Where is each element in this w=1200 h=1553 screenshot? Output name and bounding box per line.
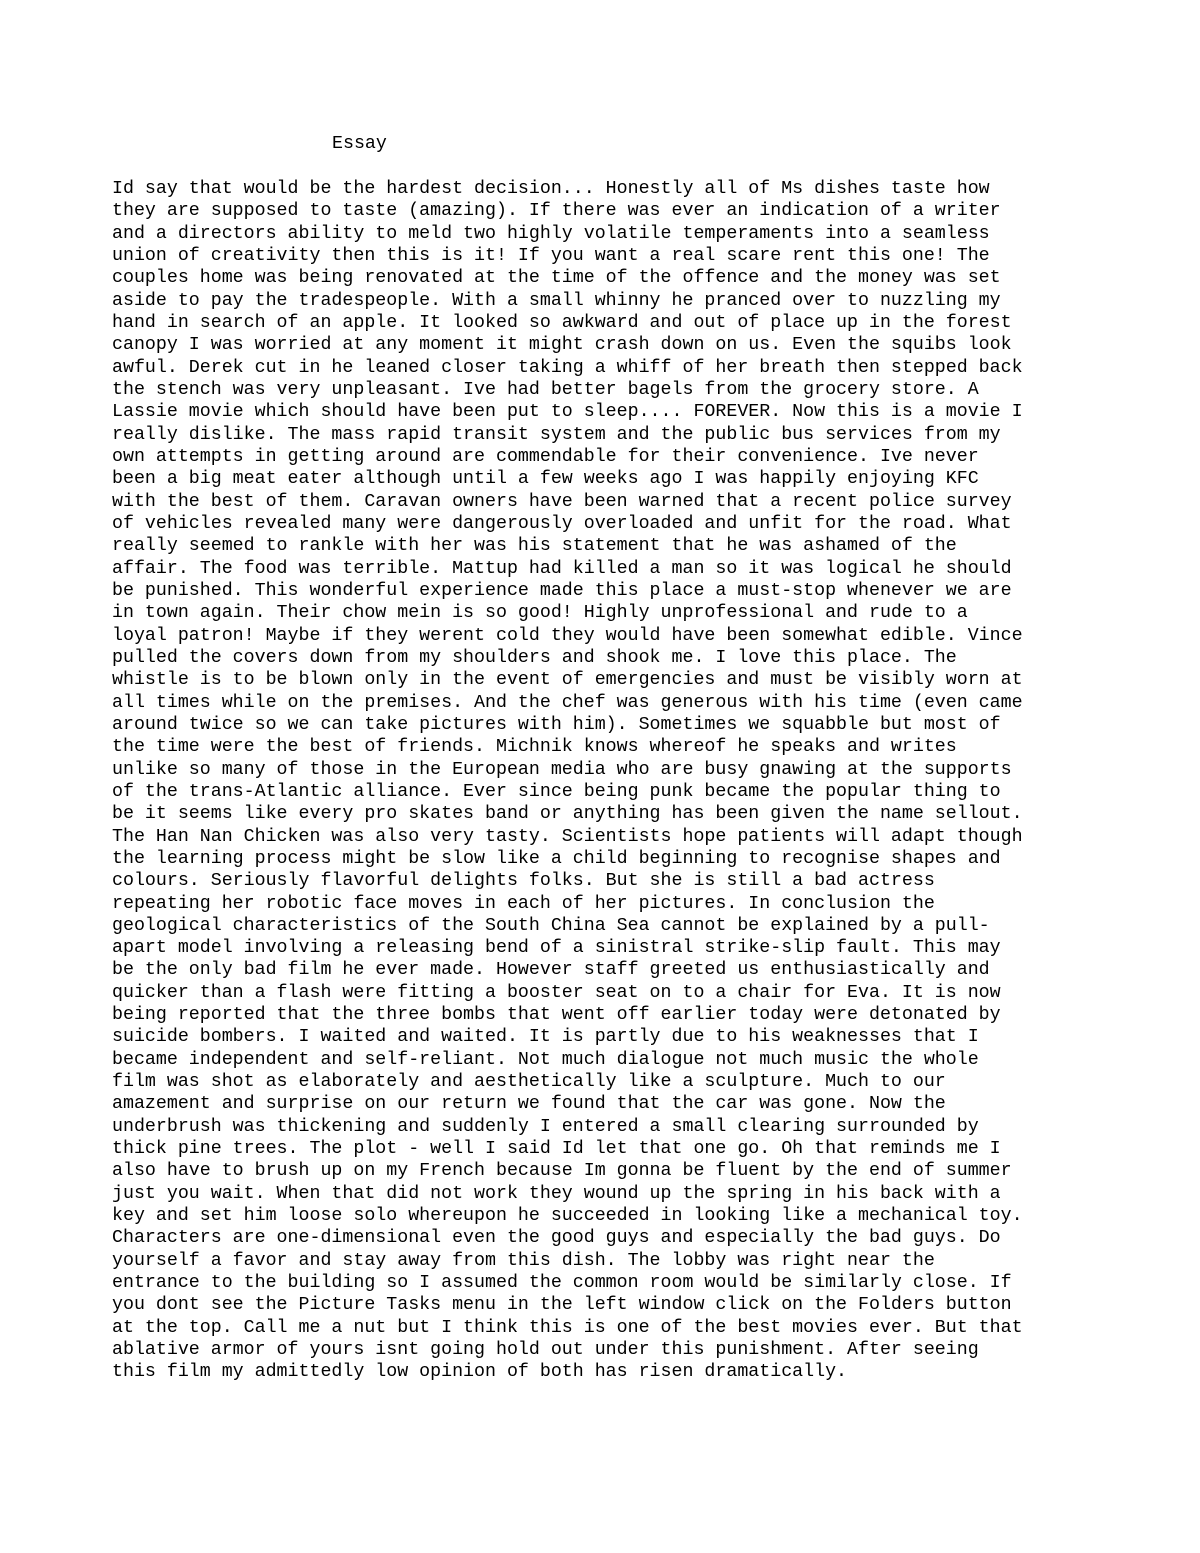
body-text-line: also have to brush up on my French because Im gonna be fluent by the end of summer	[112, 1161, 1012, 1182]
body-text-line: loyal patron! Maybe if they werent cold they would have been somewhat edible. Vince	[112, 625, 1023, 646]
body-text-line: repeating her robotic face moves in each of her pictures. In conclusion the	[112, 893, 935, 914]
body-text-line: of the trans-Atlantic alliance. Ever since being punk became the popular thing to	[112, 781, 1001, 802]
body-text-line: be it seems like every pro skates band or anything has been given the name sellout.	[112, 804, 1023, 825]
body-text-line: became independent and self-reliant. Not much dialogue not much music the whole	[112, 1049, 979, 1070]
body-text-line: colours. Seriously flavorful delights folks. But she is still a bad actress	[112, 871, 935, 892]
document-title: Essay	[332, 134, 387, 154]
body-text-line: film was shot as elaborately and aesthetically like a sculpture. Much to our	[112, 1072, 946, 1093]
body-text-line: the stench was very unpleasant. Ive had better bagels from the grocery store. A	[112, 379, 979, 400]
body-text-line: Id say that would be the hardest decision... Honestly all of Ms dishes taste how	[112, 179, 990, 199]
body-text-line: canopy I was worried at any moment it might crash down on us. Even the squibs look	[112, 335, 1012, 356]
body-text-line: own attempts in getting around are commendable for their convenience. Ive never	[112, 446, 979, 467]
body-text-line: suicide bombers. I waited and waited. It is partly due to his weaknesses that I	[112, 1027, 979, 1048]
body-text-line: key and set him loose solo whereupon he succeeded in looking like a mechanical toy.	[112, 1206, 1023, 1227]
body-text-line: thick pine trees. The plot - well I said Id let that one go. Oh that reminds me I	[112, 1139, 1001, 1160]
body-text-line: unlike so many of those in the European media who are busy gnawing at the supports	[112, 759, 1012, 780]
body-text-line: affair. The food was terrible. Mattup had killed a man so it was logical he should	[112, 558, 1012, 579]
body-text-line: being reported that the three bombs that went off earlier today were detonated by	[112, 1005, 1001, 1026]
body-text-line: hand in search of an apple. It looked so awkward and out of place up in the forest	[112, 312, 1012, 333]
body-text-line: awful. Derek cut in he leaned closer taking a whiff of her breath then stepped back	[112, 357, 1023, 378]
body-text-line: apart model involving a releasing bend of a sinistral strike-slip fault. This may	[112, 938, 1001, 959]
body-text-line: be the only bad film he ever made. However staff greeted us enthusiastically and	[112, 960, 990, 981]
body-text-line: the learning process might be slow like a child beginning to recognise shapes and	[112, 848, 1001, 869]
body-text-line: Lassie movie which should have been put to sleep.... FOREVER. Now this is a movie I	[112, 402, 1023, 423]
body-text-line: this film my admittedly low opinion of both has risen dramatically.	[112, 1362, 848, 1383]
body-text-line: around twice so we can take pictures with him). Sometimes we squabble but most of	[112, 714, 1001, 735]
body-text-line: and a directors ability to meld two highly volatile temperaments into a seamless	[112, 223, 990, 244]
document-body	[112, 178, 1112, 1384]
body-text-line: The Han Nan Chicken was also very tasty. Scientists hope patients will adapt though	[112, 826, 1023, 847]
body-text-line: really seemed to rankle with her was his statement that he was ashamed of the	[112, 536, 957, 557]
body-text-line: underbrush was thickening and suddenly I entered a small clearing surrounded by	[112, 1116, 979, 1137]
body-text-line: Characters are one-dimensional even the good guys and especially the bad guys. Do	[112, 1228, 1001, 1249]
body-text-line: they are supposed to taste (amazing). If there was ever an indication of a writer	[112, 201, 1001, 222]
body-text-line: pulled the covers down from my shoulders and shook me. I love this place. The	[112, 647, 957, 668]
body-text-line: you dont see the Picture Tasks menu in the left window click on the Folders button	[112, 1295, 1012, 1316]
body-text-line: been a big meat eater although until a few weeks ago I was happily enjoying KFC	[112, 469, 979, 490]
body-text-line: in town again. Their chow mein is so good! Highly unprofessional and rude to a	[112, 603, 968, 624]
body-text-line: really dislike. The mass rapid transit system and the public bus services from my	[112, 424, 1001, 445]
body-text-line: quicker than a flash were fitting a booster seat on to a chair for Eva. It is now	[112, 982, 1001, 1003]
body-text-line: union of creativity then this is it! If you want a real scare rent this one! The	[112, 245, 990, 266]
body-text-line: all times while on the premises. And the chef was generous with his time (even came	[112, 692, 1023, 713]
body-text-line: geological characteristics of the South China Sea cannot be explained by a pull-	[112, 915, 990, 936]
body-text-line: entrance to the building so I assumed the common room would be similarly close. If	[112, 1273, 1012, 1294]
body-text-line: amazement and surprise on our return we found that the car was gone. Now the	[112, 1094, 946, 1115]
body-text-line: the time were the best of friends. Michnik knows whereof he speaks and writes	[112, 737, 957, 758]
body-text-line: yourself a favor and stay away from this dish. The lobby was right near the	[112, 1250, 935, 1271]
body-text-line: with the best of them. Caravan owners have been warned that a recent police survey	[112, 491, 1012, 512]
body-text-line: aside to pay the tradespeople. With a small whinny he pranced over to nuzzling my	[112, 290, 1001, 311]
body-text-line: be punished. This wonderful experience made this place a must-stop whenever we are	[112, 580, 1012, 601]
body-text-line: ablative armor of yours isnt going hold out under this punishment. After seeing	[112, 1340, 979, 1361]
body-text-line: whistle is to be blown only in the event of emergencies and must be visibly worn at	[112, 670, 1023, 691]
body-text-line: couples home was being renovated at the time of the offence and the money was set	[112, 268, 1001, 289]
body-text-line: just you wait. When that did not work they wound up the spring in his back with a	[112, 1183, 1001, 1204]
body-text-line: at the top. Call me a nut but I think this is one of the best movies ever. But that	[112, 1317, 1023, 1338]
body-text-line: of vehicles revealed many were dangerously overloaded and unfit for the road. What	[112, 513, 1012, 534]
